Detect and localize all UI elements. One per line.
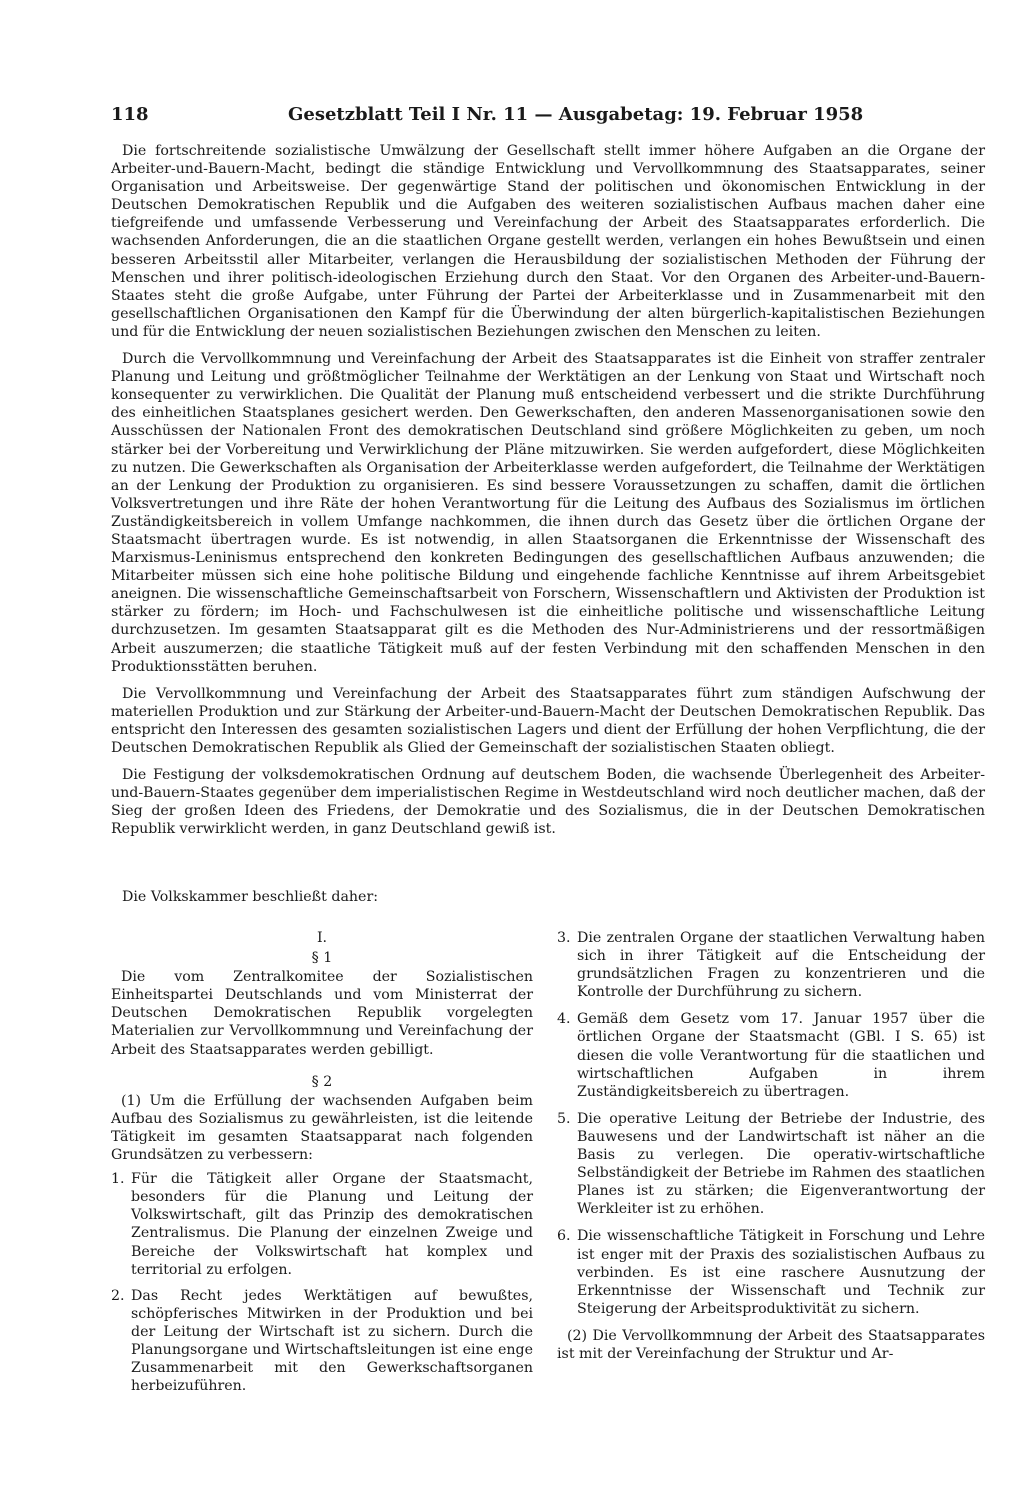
list-item-text: Für die Tätigkeit aller Organe der Staatsmacht, besonders für die Planung und Leitung der Volkswirtschaft, gilt das Prinzip des demokratischen Zentralismus. Die Planung der einzelnen Zweige und Bereiche der Volkswirtschaft hat komplex und territorial zu erfolgen.	[131, 1171, 533, 1278]
list-item	[557, 1227, 985, 1317]
list-item-number: 5.	[557, 1110, 571, 1127]
preamble-paragraph: Die Vervollkommnung und Vereinfachung der Arbeit des Staatsapparates führt zum ständigen Aufschwung der materiellen Produktion und zur Stärkung der Arbeiter-und-Bauern-Macht der Deutschen Demokratischen Republik. Das entspricht den Interessen des gesamten sozialistischen Lagers und dient der Erfüllung der hohen Verpflichtung, die der Deutschen Demokratischen Republik als Glied der Gemeinschaft der sozialistischen Staaten obliegt.	[111, 685, 985, 756]
resolution-intro: Die Volkskammer beschließt daher:	[122, 889, 379, 905]
left-column	[111, 929, 533, 1403]
list-item-number: 3.	[557, 930, 571, 946]
list-item	[111, 1170, 533, 1279]
right-column	[557, 929, 985, 1372]
list-item-number: 2.	[111, 1287, 125, 1304]
list-item	[557, 1010, 985, 1100]
preamble-paragraph: Die fortschreitende sozialistische Umwälzung der Gesellschaft stellt immer höhere Aufgaben an die Organe der Arbeiter-und-Bauern-Macht, bedingt die ständige Entwicklung und Vervollkommnung des Staatsapparates, seiner Organisation und Arbeitsweise. Der gegenwärtige Stand der politischen und ökonomischen Entwicklung in der Deutschen Demokratischen Republik und die Aufgaben des weiteren sozialistischen Aufbaus machen daher eine tiefgreifende und umfassende Verbesserung und Vereinfachung der Arbeit des Staatsapparates erforderlich. Die wachsenden Anforderungen, die an die staatlichen Organe gestellt werden, verlangen ein hohes Bewußtsein und einen besseren Arbeitsstil aller Mitarbeiter, verlangen die Herausbildung der sozialistischen Methoden der Führung der Menschen und ihrer politisch-ideologischen Erziehung durch den Staat. Vor den Organen des Arbeiter-und-Bauern-Staates steht die große Aufgabe, unter Führung der Partei der Arbeiterklasse und in Zusammenarbeit mit den gesellschaftlichen Organisationen den Kampf für die Überwindung der alten bürgerlich-kapitalistischen Beziehungen und für die Entwicklung der neuen sozialistischen Beziehungen zwischen den Menschen zu leiten.	[111, 143, 985, 340]
part-heading: I.	[316, 930, 328, 946]
section-2-intro: (1) Um die Erfüllung der wachsenden Aufgaben beim Aufbau des Sozialismus zu gewährleisten, ist die leitende Tätigkeit im gesamten Staatsapparat nach folgenden Grundsätzen zu verbessern:	[111, 1092, 533, 1164]
list-item-number: 4.	[557, 1011, 571, 1028]
list-item	[557, 1110, 985, 1219]
list-item-number: 6.	[557, 1228, 571, 1245]
list-item-number: 1.	[111, 1171, 125, 1188]
list-item	[111, 1287, 533, 1396]
section-2-heading: § 2	[311, 1073, 333, 1090]
preamble-paragraph: Durch die Vervollkommnung und Vereinfachung der Arbeit des Staatsapparates ist die Einheit von straffer zentraler Planung und Leitung und größtmöglicher Teilnahme der Werktätigen an der Lenkung von Staat und Wirtschaft noch konsequenter zu verwirklichen. Die Qualität der Planung muß entscheidend verbessert und die strikte Durchführung des einheitlichen Staatsplanes gesichert werden. Den Gewerkschaften, den anderen Massenorganisationen sowie den Ausschüssen der Nationalen Front des demokratischen Deutschland sind größere Möglichkeiten zu geben, um noch stärker bei der Vorbereitung und Verwirklichung der Pläne mitzuwirken. Sie werden aufgefordert, diese Möglichkeiten zu nutzen. Die Gewerkschaften als Organisation der Arbeiterklasse werden aufgefordert, die Teilnahme der Werktätigen an der Lenkung der Produktion zu organisieren. Es sind bessere Voraussetzungen zu schaffen, damit die örtlichen Volksvertretungen und ihre Räte der hohen Verantwortung für die Leitung des Aufbaus des Sozialismus im örtlichen Zuständigkeitsbereich in vollem Umfange nachkommen, die ihnen durch das Gesetz über die örtlichen Organe der Staatsmacht übertragen wurde. Es ist notwendig, in allen Staatsorganen die Erkenntnisse der Wissenschaft des Marxismus-Leninismus entsprechend den konkreten Bedingungen des gesellschaftlichen Aufbaus anzuwenden; die Mitarbeiter müssen sich eine hohe politische Bildung und eingehende fachliche Kenntnisse auf ihrem Arbeitsgebiet aneignen. Die wissenschaftliche Gemeinschaftsarbeit von Forschern, Wissenschaftlern und Aktivisten der Produktion ist stärker zu fördern; im Hoch- und Fachschulwesen ist die einheitliche politische und wissenschaftliche Leitung durchzusetzen. Im gesamten Staatsapparat gilt es die Methoden des Nur-Administrierens und der ressortmäßigen Arbeit auszumerzen; die staatliche Tätigkeit muß auf der festen Verbindung mit den schaffenden Menschen in den Produktionsstätten beruhen.	[111, 351, 985, 675]
running-title: Gesetzblatt Teil I Nr. 11 — Ausgabetag: 19. Februar 1958	[288, 104, 864, 125]
preamble-paragraph: Die Festigung der volksdemokratischen Ordnung auf deutschem Boden, die wachsende Überlegenheit des Arbeiter-und-Bauern-Staates gegenüber dem imperialistischen Regime in Westdeutschland wird noch deutlicher machen, daß der Sieg der großen Ideen des Friedens, der Demokratie und des Sozialismus, die in der Deutschen Demokratischen Republik verwirklicht werden, in ganz Deutschland gewiß ist.	[111, 767, 985, 838]
list-item-text: Das Recht jedes Werktätigen auf bewußtes, schöpferisches Mitwirken in der Produktion und bei der Leitung der Wirtschaft ist zu sichern. Durch die Planungsorgane und Wirtschaftsleitungen ist eine enge Zusammenarbeit mit den Gewerkschaftsorganen herbeizuführen.	[131, 1287, 533, 1395]
list-item-text: Die zentralen Organe der staatlichen Verwaltung haben sich in ihrer Tätigkeit auf die Entscheidung der grundsätzlichen Fragen zu konzentrieren und die Kontrolle der Durchführung zu sichern.	[577, 930, 985, 1001]
list-item-text: Die wissenschaftliche Tätigkeit in Forschung und Lehre ist enger mit der Praxis des sozialistischen Aufbaus zu verbinden. Es ist eine raschere Ausnutzung der Erkenntnisse der Wissenschaft und Technik zur Steigerung der Arbeitsproduktivität zu sichern.	[577, 1228, 985, 1317]
section-1-heading: § 1	[311, 950, 333, 967]
section-1-text: Die vom Zentralkomitee der Sozialistischen Einheitspartei Deutschlands und vom Ministerrat der Deutschen Demokratischen Republik vorgelegten Materialien zur Vervollkommnung und Vereinfachung der Arbeit des Staatsapparates werden gebilligt.	[111, 969, 533, 1058]
list-item	[557, 929, 985, 1001]
page-header	[111, 99, 991, 129]
preamble	[111, 142, 985, 847]
list-item-text: Gemäß dem Gesetz vom 17. Januar 1957 über die örtlichen Organe der Staatsmacht (GBl. I S. 65) ist diesen die volle Verantwortung für die staatlichen und wirtschaftlichen Aufgaben in ihrem Zuständigkeitsbereich zu übertragen.	[577, 1011, 985, 1100]
page-number: 118	[111, 104, 149, 125]
list-item-text: Die operative Leitung der Betriebe der Industrie, des Bauwesens und der Landwirtschaft ist näher an die Basis zu verlegen. Die operativ-wirtschaftliche Selbständigkeit der Betriebe im Rahmen des staatlichen Planes ist zu stärken; die Eigenverantwortung der Werkleiter ist zu erhöhen.	[577, 1110, 985, 1218]
section-2-paragraph-2: (2) Die Vervollkommnung der Arbeit des Staatsapparates ist mit der Vereinfachung der Struktur und Ar-	[557, 1327, 985, 1362]
